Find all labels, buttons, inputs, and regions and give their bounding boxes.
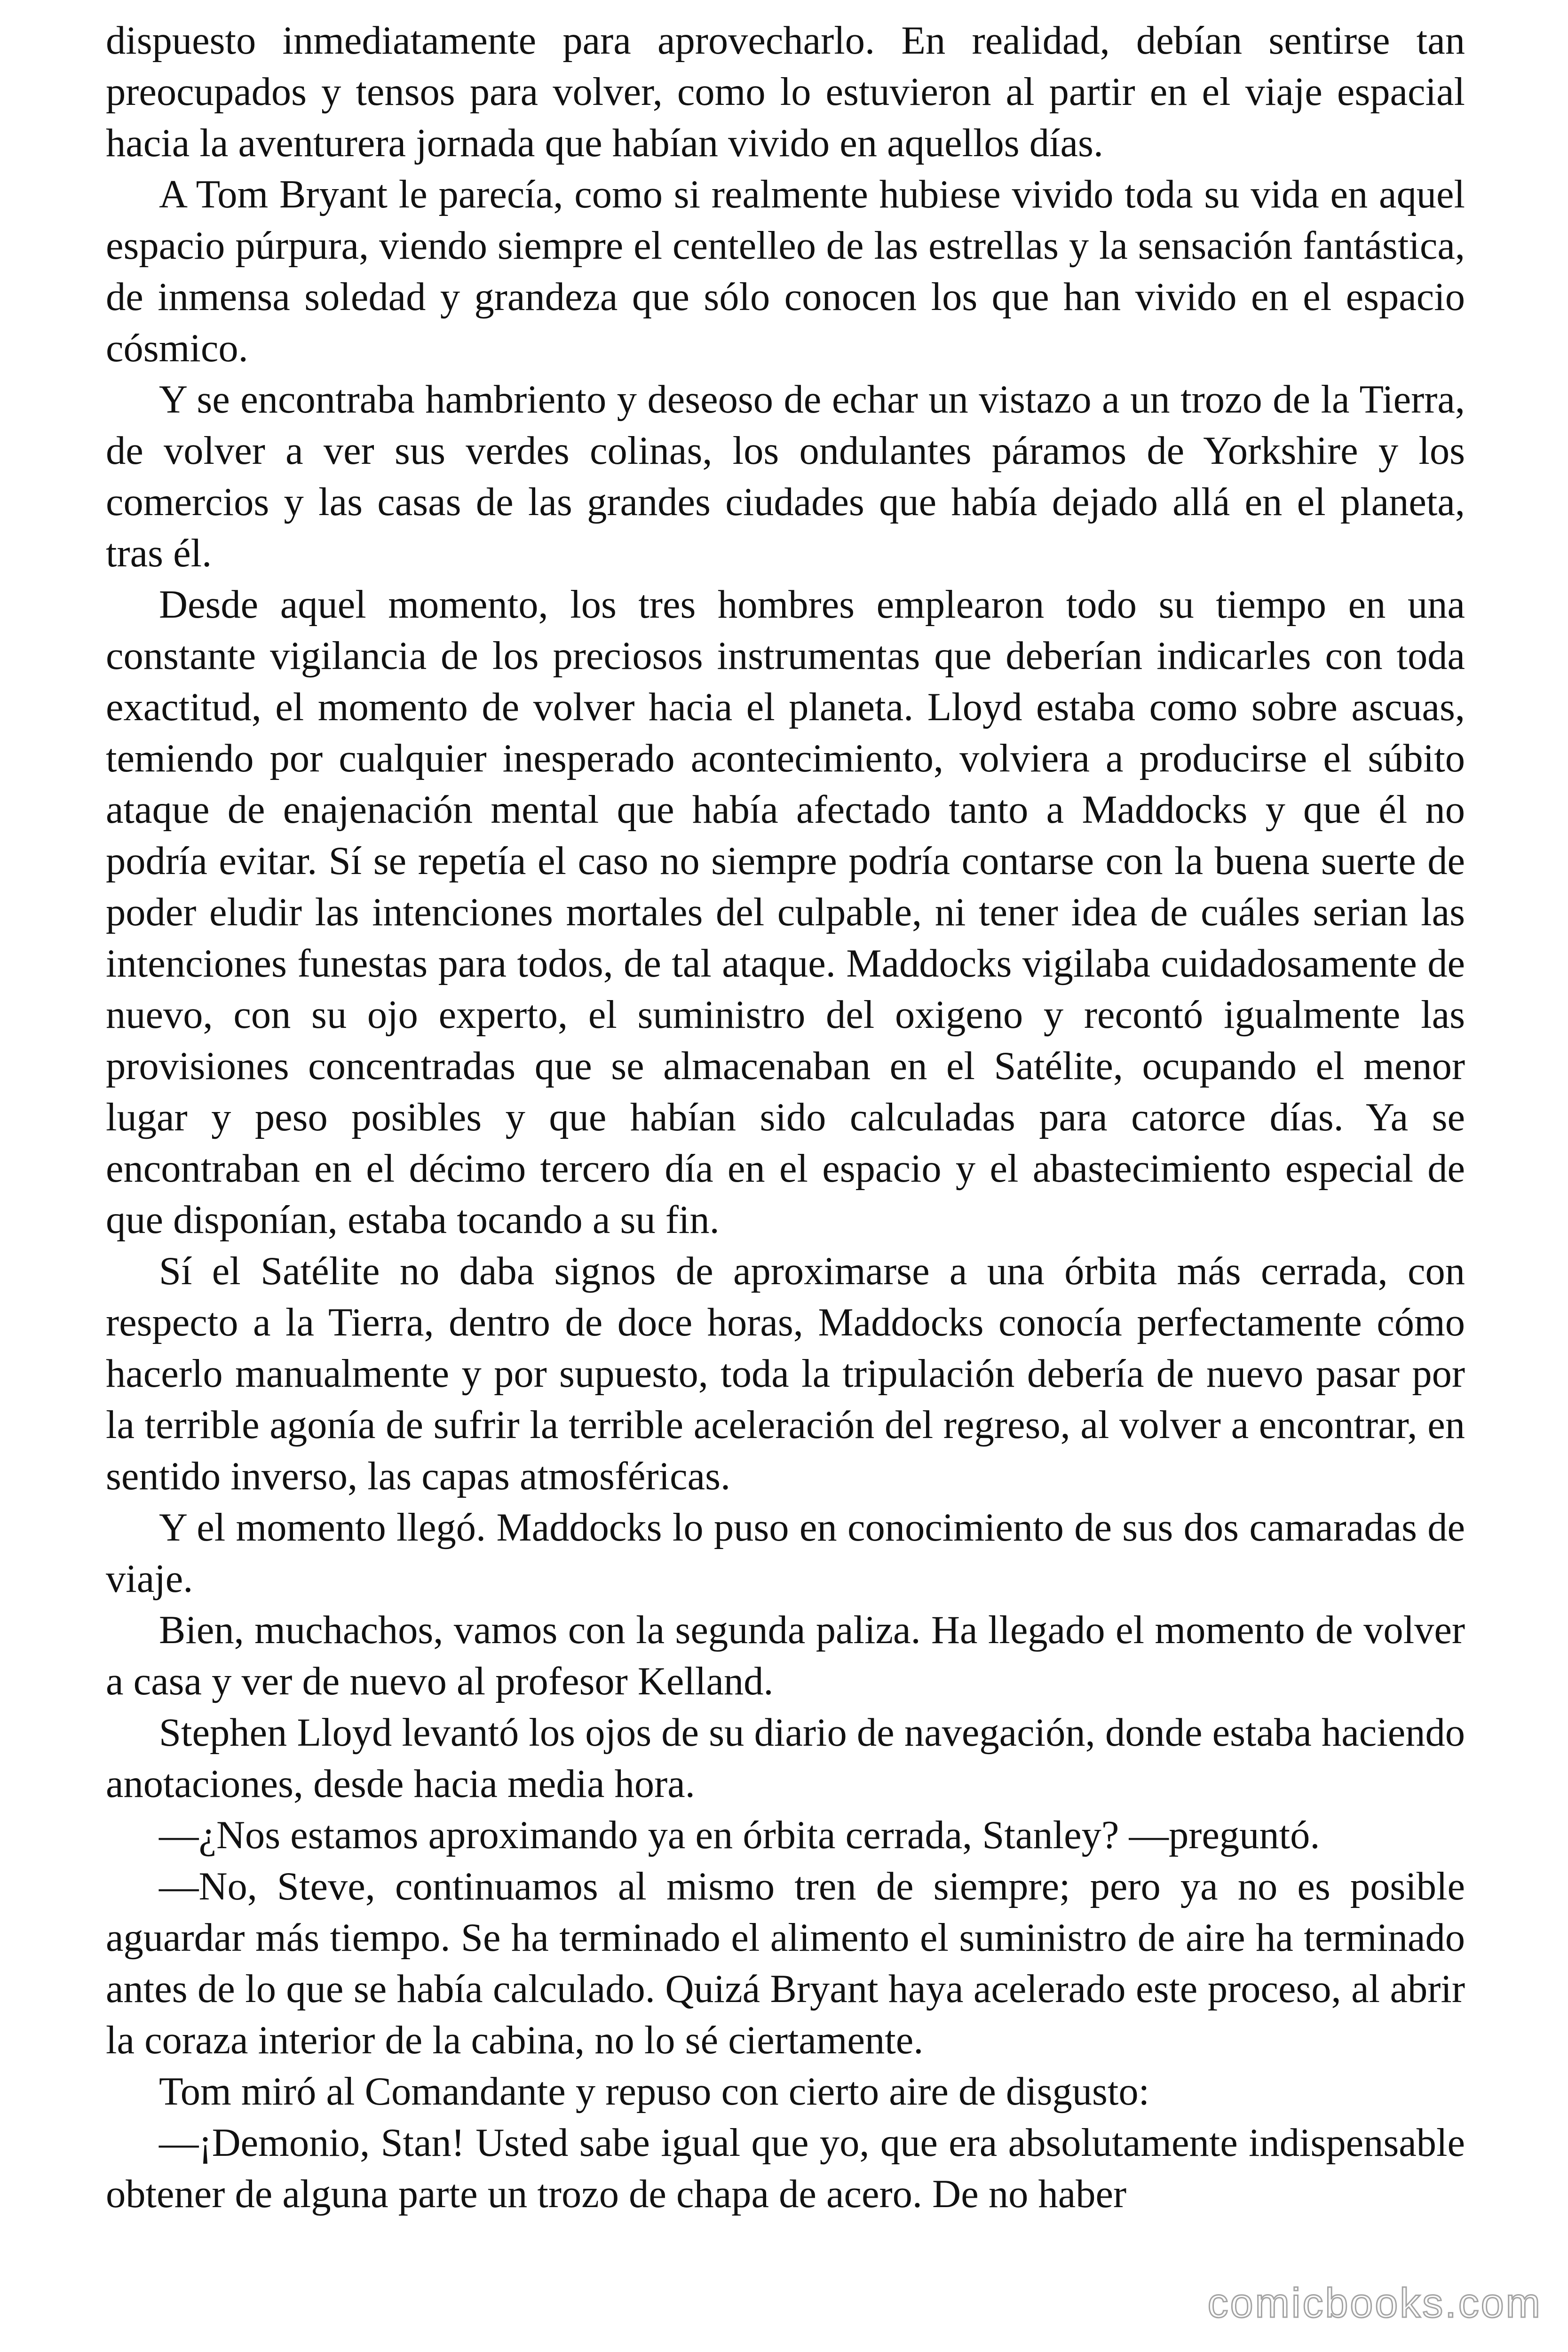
watermark: comicbooks.com bbox=[1207, 2280, 1542, 2326]
paragraph-9: —¿Nos estamos aproximando ya en órbita cerrada, Stanley? —preguntó. bbox=[159, 1813, 1320, 1857]
paragraph-10: —No, Steve, continuamos al mismo tren de siempre; pero ya no es posible aguardar más tiempo. Se ha terminado el alimento el suministro de aire ha terminado antes de lo que se había calculado. Quizá Bryant haya acelerado este proceso, al abrir la coraza interior de la cabina, no lo sé ciertamente. bbox=[106, 1865, 1465, 2062]
paragraph-8: Stephen Lloyd levantó los ojos de su diario de navegación, donde estaba haciendo anotaciones, desde hacia media hora. bbox=[106, 1711, 1465, 1806]
paragraph-7: Bien, muchachos, vamos con la segunda paliza. Ha llegado el momento de volver a casa y ver de nuevo al profesor Kelland. bbox=[106, 1608, 1465, 1703]
paragraph-5: Sí el Satélite no daba signos de aproximarse a una órbita más cerrada, con respecto a la Tierra, dentro de doce horas, Maddocks conocía perfectamente cómo hacerlo manualmente y por supuesto, toda la tripulación debería de nuevo pasar por la terrible agonía de sufrir la terrible aceleración del regreso, al volver a encontrar, en sentido inverso, las capas atmosféricas. bbox=[106, 1249, 1465, 1498]
paragraph-3: Y se encontraba hambriento y deseoso de echar un vistazo a un trozo de la Tierra, de volver a ver sus verdes colinas, los ondulantes páramos de Yorkshire y los comercios y las casas de las grandes ciudades que había dejado allá en el planeta, tras él. bbox=[106, 378, 1465, 575]
paragraph-12: —¡Demonio, Stan! Usted sabe igual que yo, que era absolutamente indispensable obtener de alguna parte un trozo de chapa de acero. De no haber bbox=[106, 2121, 1465, 2216]
paragraph-11: Tom miró al Comandante y repuso con cierto aire de disgusto: bbox=[159, 2070, 1150, 2114]
paragraph-6: Y el momento llegó. Maddocks lo puso en conocimiento de sus dos camaradas de viaje. bbox=[106, 1506, 1465, 1601]
paragraph-2: A Tom Bryant le parecía, como si realmente hubiese vivido toda su vida en aquel espacio púrpura, viendo siempre el centelleo de las estrellas y la sensación fantástica, de inmensa soledad y grandeza que sólo conocen los que han vivido en el espacio cósmico. bbox=[106, 173, 1465, 370]
book-page-text bbox=[106, 15, 1465, 2220]
paragraph-4: Desde aquel momento, los tres hombres emplearon todo su tiempo en una constante vigilancia de los preciosos instrumentas que deberían indicarles con toda exactitud, el momento de volver hacia el planeta. Lloyd estaba como sobre ascuas, temiendo por cualquier inesperado acontecimiento, volviera a producirse el súbito ataque de enajenación mental que había afectado tanto a Maddocks y que él no podría evitar. Sí se repetía el caso no siempre podría contarse con la buena suerte de poder eludir las intenciones mortales del culpable, ni tener idea de cuáles serian las intenciones funestas para todos, de tal ataque. Maddocks vigilaba cuidadosamente de nuevo, con su ojo experto, el suministro del oxigeno y recontó igualmente las provisiones concentradas que se almacenaban en el Satélite, ocupando el menor lugar y peso posibles y que habían sido calculadas para catorce días. Ya se encontraban en el décimo tercero día en el espacio y el abastecimiento especial de que disponían, estaba tocando a su fin. bbox=[106, 583, 1465, 1242]
paragraph-1: dispuesto inmediatamente para aprovecharlo. En realidad, debían sentirse tan preocupados y tensos para volver, como lo estuvieron al partir en el viaje espacial hacia la aventurera jornada que habían vivido en aquellos días. bbox=[106, 19, 1465, 165]
